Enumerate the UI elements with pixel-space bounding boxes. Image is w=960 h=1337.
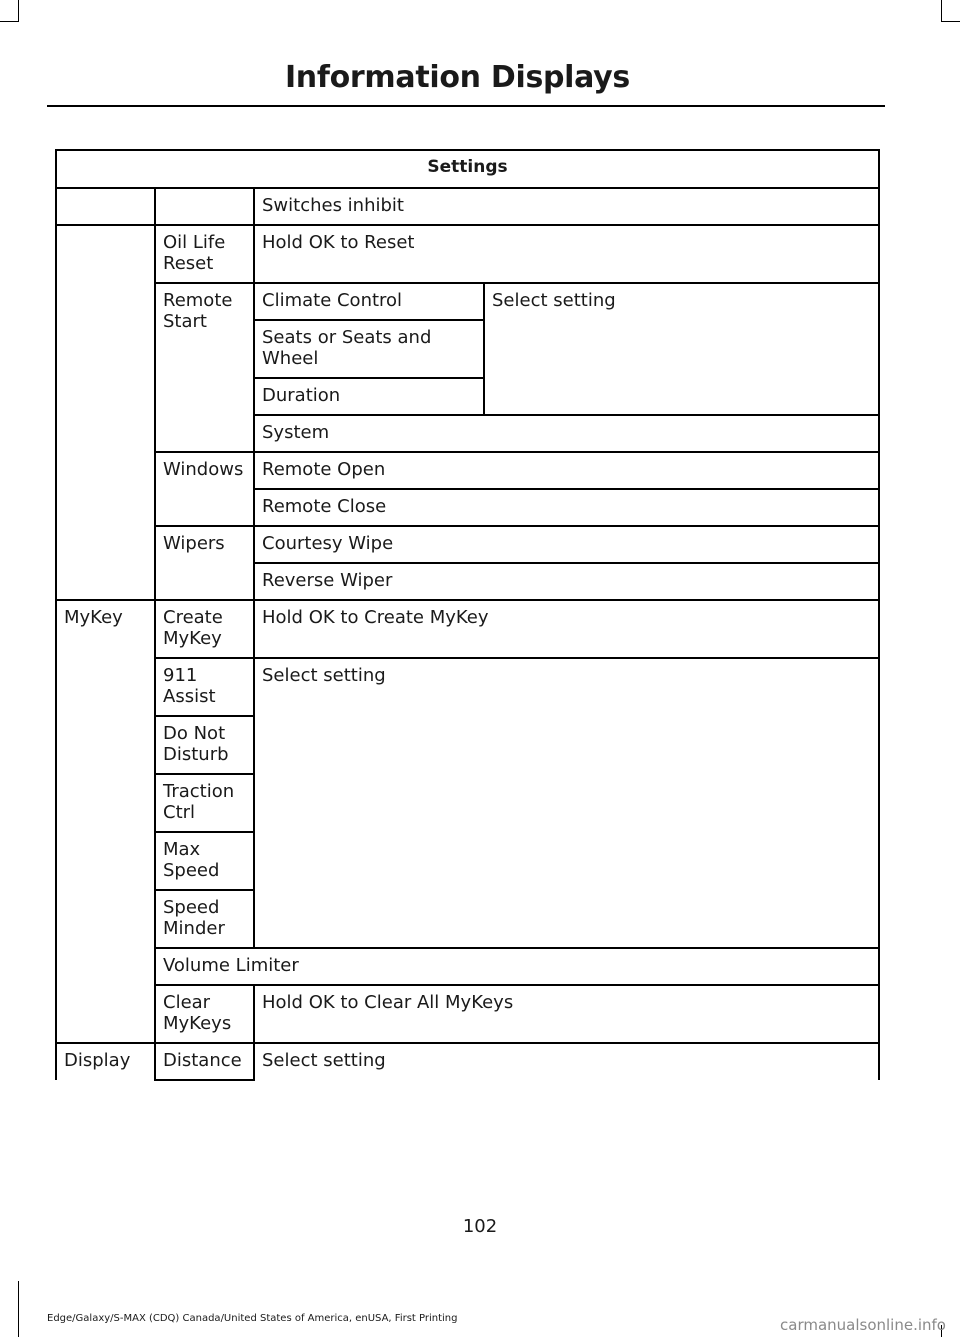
table-row bbox=[56, 452, 879, 489]
table-title: Settings bbox=[56, 150, 879, 188]
table-cell: Switches inhibit bbox=[254, 188, 879, 225]
table-cell: 911 Assist bbox=[155, 658, 254, 716]
table-cell: Max Speed bbox=[155, 832, 254, 890]
table-cell bbox=[56, 188, 155, 225]
table-row bbox=[56, 985, 879, 1043]
page-number: 102 bbox=[462, 1216, 498, 1237]
crop-mark-top-right bbox=[941, 0, 942, 22]
table-cell: Clear MyKeys bbox=[155, 985, 254, 1043]
table-cell: Create MyKey bbox=[155, 600, 254, 658]
crop-mark-top-left bbox=[18, 0, 19, 22]
table-cell: Select setting bbox=[484, 283, 879, 415]
table-cell: Speed Minder bbox=[155, 890, 254, 948]
table-row bbox=[56, 188, 879, 225]
table-cell: MyKey bbox=[56, 600, 155, 1043]
footer-publication-info: Edge/Galaxy/S-MAX (CDQ) Canada/United States of America, enUSA, First Printing bbox=[47, 1313, 458, 1324]
table-row bbox=[56, 600, 879, 658]
page-title: Information Displays bbox=[284, 60, 630, 95]
table-cell: Distance bbox=[155, 1043, 254, 1080]
table-row bbox=[56, 526, 879, 563]
table-cell: Hold OK to Clear All MyKeys bbox=[254, 985, 879, 1043]
table-cell bbox=[155, 188, 254, 225]
crop-mark-top-left-h bbox=[0, 21, 19, 22]
table-cell: Wipers bbox=[155, 526, 254, 600]
table-cell: Remote Start bbox=[155, 283, 254, 452]
table-cell: Select setting bbox=[254, 658, 879, 948]
table-row bbox=[56, 225, 879, 283]
table-cell bbox=[56, 225, 155, 600]
table-cell: Seats or Seats and Wheel bbox=[254, 320, 484, 378]
table-row bbox=[56, 283, 879, 320]
header-divider bbox=[47, 105, 885, 107]
table-cell: Remote Open bbox=[254, 452, 879, 489]
table-cell: Volume Limiter bbox=[155, 948, 879, 985]
settings-table bbox=[55, 149, 880, 1081]
crop-mark-top-right-h bbox=[941, 21, 960, 22]
table-title-row bbox=[56, 150, 879, 188]
table-cell: Climate Control bbox=[254, 283, 484, 320]
table-row bbox=[56, 658, 879, 716]
table-cell: Duration bbox=[254, 378, 484, 415]
table-cell: Hold OK to Reset bbox=[254, 225, 879, 283]
table-cell: Remote Close bbox=[254, 489, 879, 526]
table-cell: System bbox=[254, 415, 879, 452]
table-row bbox=[56, 948, 879, 985]
table-cell: Display bbox=[56, 1043, 155, 1080]
table-cell: Windows bbox=[155, 452, 254, 526]
crop-mark-bottom-left bbox=[18, 1281, 19, 1337]
table-row bbox=[56, 1043, 879, 1080]
table-cell: Hold OK to Create MyKey bbox=[254, 600, 879, 658]
table-cell: Traction Ctrl bbox=[155, 774, 254, 832]
table-cell: Courtesy Wipe bbox=[254, 526, 879, 563]
table-cell: Do Not Disturb bbox=[155, 716, 254, 774]
table-cell: Oil Life Reset bbox=[155, 225, 254, 283]
watermark: carmanualsonline.info bbox=[780, 1316, 946, 1334]
table-cell: Select setting bbox=[254, 1043, 879, 1080]
table-cell: Reverse Wiper bbox=[254, 563, 879, 600]
